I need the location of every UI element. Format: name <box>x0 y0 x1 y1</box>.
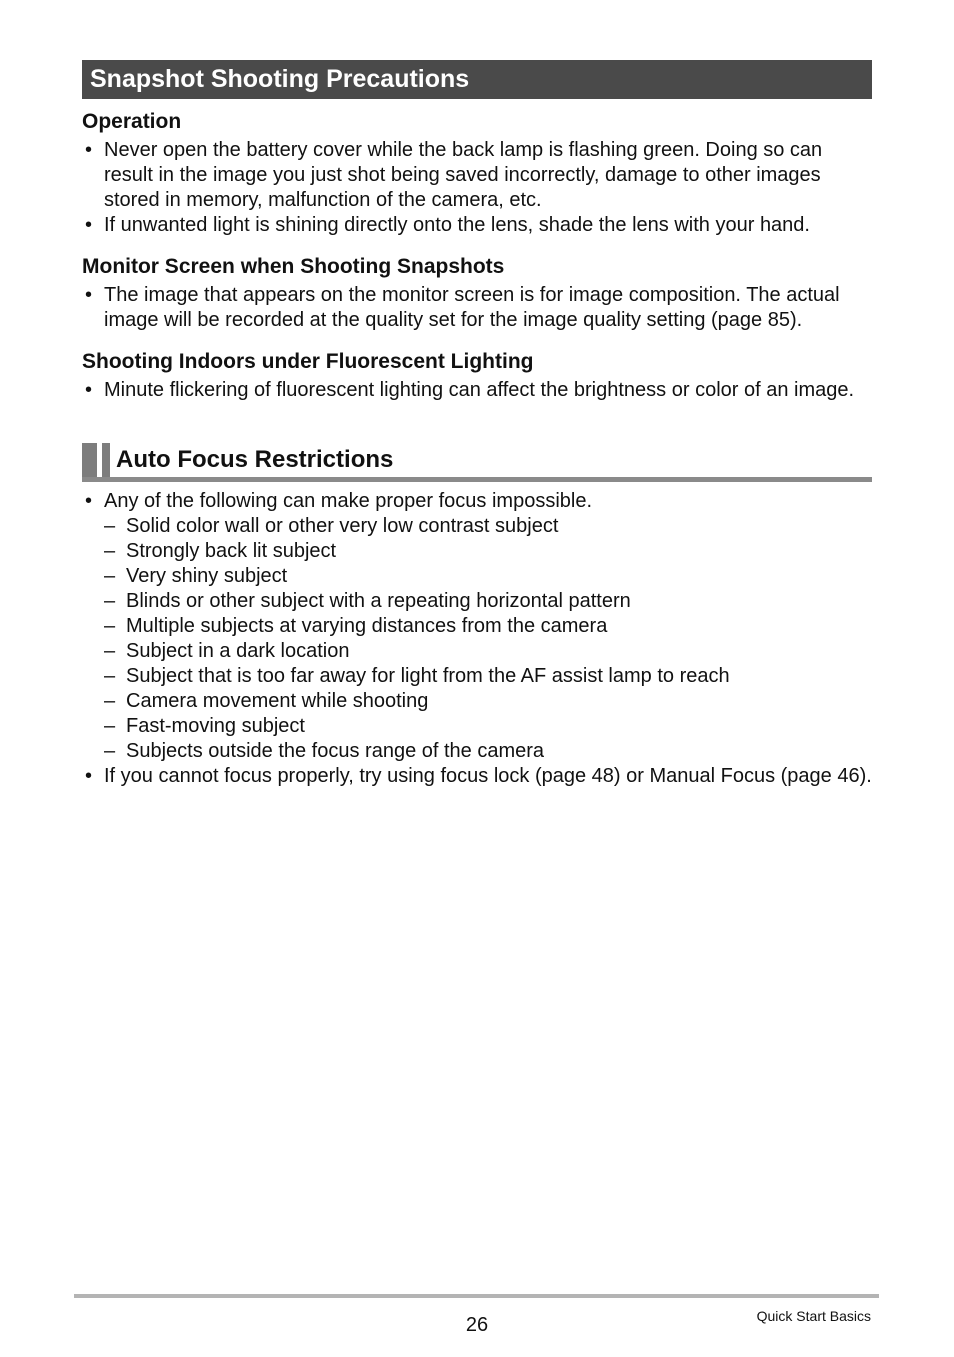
dash-mark: – <box>104 565 116 587</box>
sublist-item <box>104 539 872 564</box>
sublist-item-text: Camera movement while shooting <box>126 690 429 712</box>
dash-mark: – <box>104 590 116 612</box>
sublist-item-text: Blinds or other subject with a repeating horizontal pattern <box>126 590 631 612</box>
sublist-item-text: Subject that is too far away for light from the AF assist lamp to reach <box>126 665 730 687</box>
list-item-text: Minute flickering of fluorescent lighting can affect the brightness or color of an image. <box>104 379 855 401</box>
sublist-item <box>104 564 872 589</box>
bullet-mark: • <box>85 379 93 401</box>
sublist-item <box>104 664 872 689</box>
restriction-sublist <box>104 514 872 764</box>
dash-mark: – <box>104 515 116 537</box>
list-item-text: If unwanted light is shining directly onto the lens, shade the lens with your hand. <box>104 214 810 236</box>
heading-marker-block <box>102 443 110 477</box>
sublist-item <box>104 614 872 639</box>
operation-list <box>82 138 872 238</box>
section-title-auto-focus <box>82 443 872 482</box>
auto-focus-list <box>82 489 872 789</box>
subheading-fluorescent-lighting: Shooting Indoors under Fluorescent Lighting <box>82 350 534 373</box>
section-title-text: Auto Focus Restrictions <box>116 446 394 473</box>
dash-mark: – <box>104 615 116 637</box>
list-item <box>82 489 872 764</box>
sublist-item <box>104 589 872 614</box>
section-title-snapshot-precautions: Snapshot Shooting Precautions <box>82 60 872 99</box>
sublist-item-text: Multiple subjects at varying distances from the camera <box>126 615 608 637</box>
list-item-text: The image that appears on the monitor screen is for image composition. The actual image will be recorded at the quality set for the image quality setting (page 85). <box>104 284 840 331</box>
sublist-item <box>104 739 872 764</box>
dash-mark: – <box>104 715 116 737</box>
page-number: 26 <box>465 1314 489 1336</box>
subheading-operation: Operation <box>82 110 182 133</box>
list-item-text: Any of the following can make proper focus impossible. <box>104 490 593 512</box>
sublist-item-text: Subject in a dark location <box>126 640 350 662</box>
dash-mark: – <box>104 665 116 687</box>
dash-mark: – <box>104 690 116 712</box>
bullet-mark: • <box>85 139 93 161</box>
list-item <box>82 378 872 403</box>
sublist-item-text: Very shiny subject <box>126 565 288 587</box>
sublist-item <box>104 639 872 664</box>
fluorescent-list <box>82 378 872 403</box>
heading-marker-block <box>82 443 97 477</box>
footer-divider <box>74 1294 879 1298</box>
sublist-item-text: Fast-moving subject <box>126 715 305 737</box>
list-item <box>82 283 872 333</box>
sublist-item-text: Solid color wall or other very low contrast subject <box>126 515 559 537</box>
sublist-item <box>104 689 872 714</box>
sublist-item <box>104 714 872 739</box>
bullet-mark: • <box>85 284 93 306</box>
sublist-item-text: Subjects outside the focus range of the camera <box>126 740 545 762</box>
list-item-text: If you cannot focus properly, try using focus lock (page 48) or Manual Focus (page 46). <box>104 765 872 787</box>
heading-underline <box>82 477 872 482</box>
list-item <box>82 138 872 213</box>
list-item <box>82 213 872 238</box>
subheading-monitor-screen: Monitor Screen when Shooting Snapshots <box>82 255 505 278</box>
bullet-mark: • <box>85 490 93 512</box>
list-item-text: Never open the battery cover while the back lamp is flashing green. Doing so can result in the image you just shot being saved incorrectly, damage to other images stored in memory, malfunction of the camera, etc. <box>104 139 823 211</box>
sublist-item <box>104 514 872 539</box>
sublist-item-text: Strongly back lit subject <box>126 540 337 562</box>
list-item <box>82 764 872 789</box>
dash-mark: – <box>104 640 116 662</box>
dash-mark: – <box>104 740 116 762</box>
dash-mark: – <box>104 540 116 562</box>
monitor-list <box>82 283 872 333</box>
bullet-mark: • <box>85 214 93 236</box>
bullet-mark: • <box>85 765 93 787</box>
chapter-label: Quick Start Basics <box>756 1308 871 1324</box>
